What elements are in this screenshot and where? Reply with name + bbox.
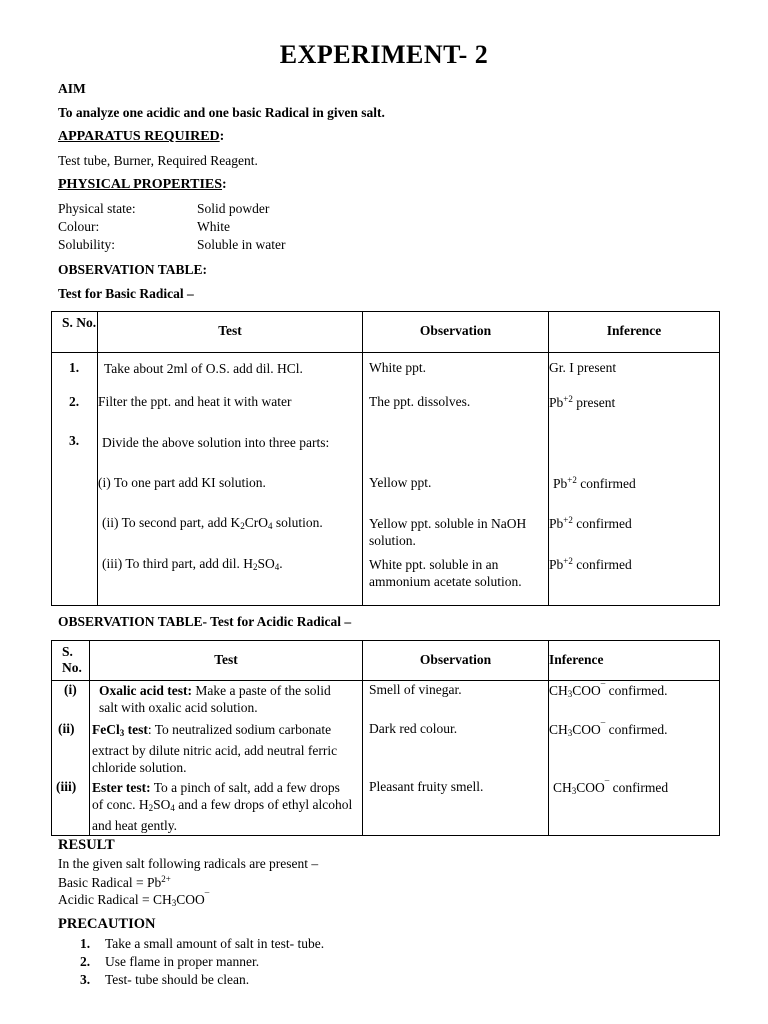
- table-body-row: [52, 681, 720, 836]
- apparatus-text: Test tube, Burner, Required Reagent.: [58, 153, 258, 168]
- precaution-number: 2.: [80, 954, 91, 969]
- row-sno: (i): [64, 682, 77, 697]
- row-inference: $Pb^{+2}$ confirmed: [549, 556, 632, 572]
- physical-heading: PHYSICAL PROPERTIES:: [58, 177, 227, 192]
- header-test: Test: [90, 641, 363, 681]
- header-observation: Observation: [363, 312, 549, 353]
- inference-column: [549, 681, 720, 836]
- page-title: EXPERIMENT- 2: [279, 40, 489, 69]
- table-header-row: [52, 641, 720, 681]
- row-test: Filter the ppt. and heat it with water: [98, 394, 292, 409]
- header-observation: Observation: [363, 641, 549, 681]
- table-header-row: [52, 312, 720, 353]
- header-sno: S. No.: [52, 312, 98, 353]
- aim-heading: AIM: [58, 81, 86, 96]
- row-sno: (iii): [56, 779, 77, 794]
- header-test: Test: [98, 312, 363, 353]
- acidic-radical-heading: OBSERVATION TABLE- Test for Acidic Radical –: [58, 614, 352, 629]
- row-sno: 2.: [69, 394, 80, 409]
- physical-value: Soluble in water: [197, 237, 286, 252]
- result-acidic-radical: Acidic Radical = $CH_3COO^¯$: [58, 891, 210, 908]
- physical-key: Physical state:: [58, 201, 136, 216]
- row-test: Oxalic acid test: Make a paste of the solid salt with oxalic acid solution.: [99, 683, 331, 715]
- precaution-item: Use flame in proper manner.: [105, 954, 260, 969]
- row-observation: Yellow ppt. soluble in NaOH solution.: [369, 516, 527, 548]
- row-inference: Gr. I present: [549, 360, 617, 375]
- observation-column: [363, 681, 549, 836]
- row-test: Take about 2ml of O.S. add dil. HCl.: [104, 361, 303, 376]
- header-inference: Inference: [549, 312, 720, 353]
- header-inference: Inference: [549, 641, 720, 681]
- row-test: FeCl$_3$ test: To neutralized sodium carbonate extract by dilute nitric acid, add neutral ferric chloride solution.: [92, 722, 338, 775]
- row-sno: 1.: [69, 360, 80, 375]
- header-sno: S. No.: [52, 641, 90, 681]
- row-inference: $Pb^{+2}$ confirmed: [553, 475, 636, 491]
- apparatus-heading: APPARATUS REQUIRED:: [58, 129, 225, 144]
- physical-value: Solid powder: [197, 201, 270, 216]
- row-sno: (ii): [58, 721, 75, 736]
- precaution-item: Test- tube should be clean.: [105, 972, 250, 987]
- result-line: In the given salt following radicals are present –: [58, 856, 319, 871]
- observation-heading: OBSERVATION TABLE:: [58, 262, 207, 277]
- row-observation: Yellow ppt.: [369, 475, 432, 490]
- row-test: (ii) To second part, add $K_2CrO_4$ solution.: [102, 515, 323, 531]
- row-inference: $Pb^{+2}$ confirmed: [549, 515, 632, 531]
- row-observation: The ppt. dissolves.: [369, 394, 471, 409]
- precaution-number: 1.: [80, 936, 91, 951]
- acidic-radical-table: [51, 640, 720, 836]
- row-test: (iii) To third part, add dil. $H_2SO_4$.: [102, 556, 283, 572]
- precaution-item: Take a small amount of salt in test- tube.: [105, 936, 325, 951]
- aim-text: To analyze one acidic and one basic Radical in given salt.: [58, 105, 385, 120]
- row-observation: White ppt. soluble in an ammonium acetate solution.: [369, 557, 522, 589]
- row-sno: 3.: [69, 433, 80, 448]
- row-inference: $Pb^{+2}$ present: [549, 394, 616, 410]
- sno-column: [52, 353, 98, 606]
- row-observation: Smell of vinegar.: [369, 682, 462, 697]
- test-column: [90, 681, 363, 836]
- precaution-heading: PRECAUTION: [58, 916, 156, 932]
- physical-key: Solubility:: [58, 237, 116, 252]
- physical-key: Colour:: [58, 219, 100, 234]
- row-test: Ester test: To a pinch of salt, add a few drops of conc. $H_2SO_4$ and a few drops of ethyl alcohol and heat gently.: [92, 780, 353, 833]
- basic-radical-heading: Test for Basic Radical –: [58, 286, 194, 301]
- row-observation: White ppt.: [369, 360, 426, 375]
- observation-column: [363, 353, 549, 606]
- table-body-row: [52, 353, 720, 606]
- row-test: Divide the above solution into three parts:: [102, 435, 330, 450]
- row-test: (i) To one part add KI solution.: [98, 475, 266, 490]
- basic-radical-table: [51, 311, 720, 606]
- row-inference: $CH_3COO^¯$ confirmed.: [549, 682, 668, 699]
- sno-column: [52, 681, 90, 836]
- result-heading: RESULT: [58, 837, 115, 853]
- result-basic-radical: Basic Radical = $Pb^{2+}$: [58, 874, 171, 890]
- row-observation: Dark red colour.: [369, 721, 458, 736]
- precaution-number: 3.: [80, 972, 91, 987]
- test-column: [98, 353, 363, 606]
- row-inference: $CH_3COO^¯$ confirmed: [553, 779, 669, 796]
- inference-column: [549, 353, 720, 606]
- row-inference: $CH_3COO^¯$ confirmed.: [549, 721, 668, 738]
- physical-value: White: [197, 219, 230, 234]
- row-observation: Pleasant fruity smell.: [369, 779, 484, 794]
